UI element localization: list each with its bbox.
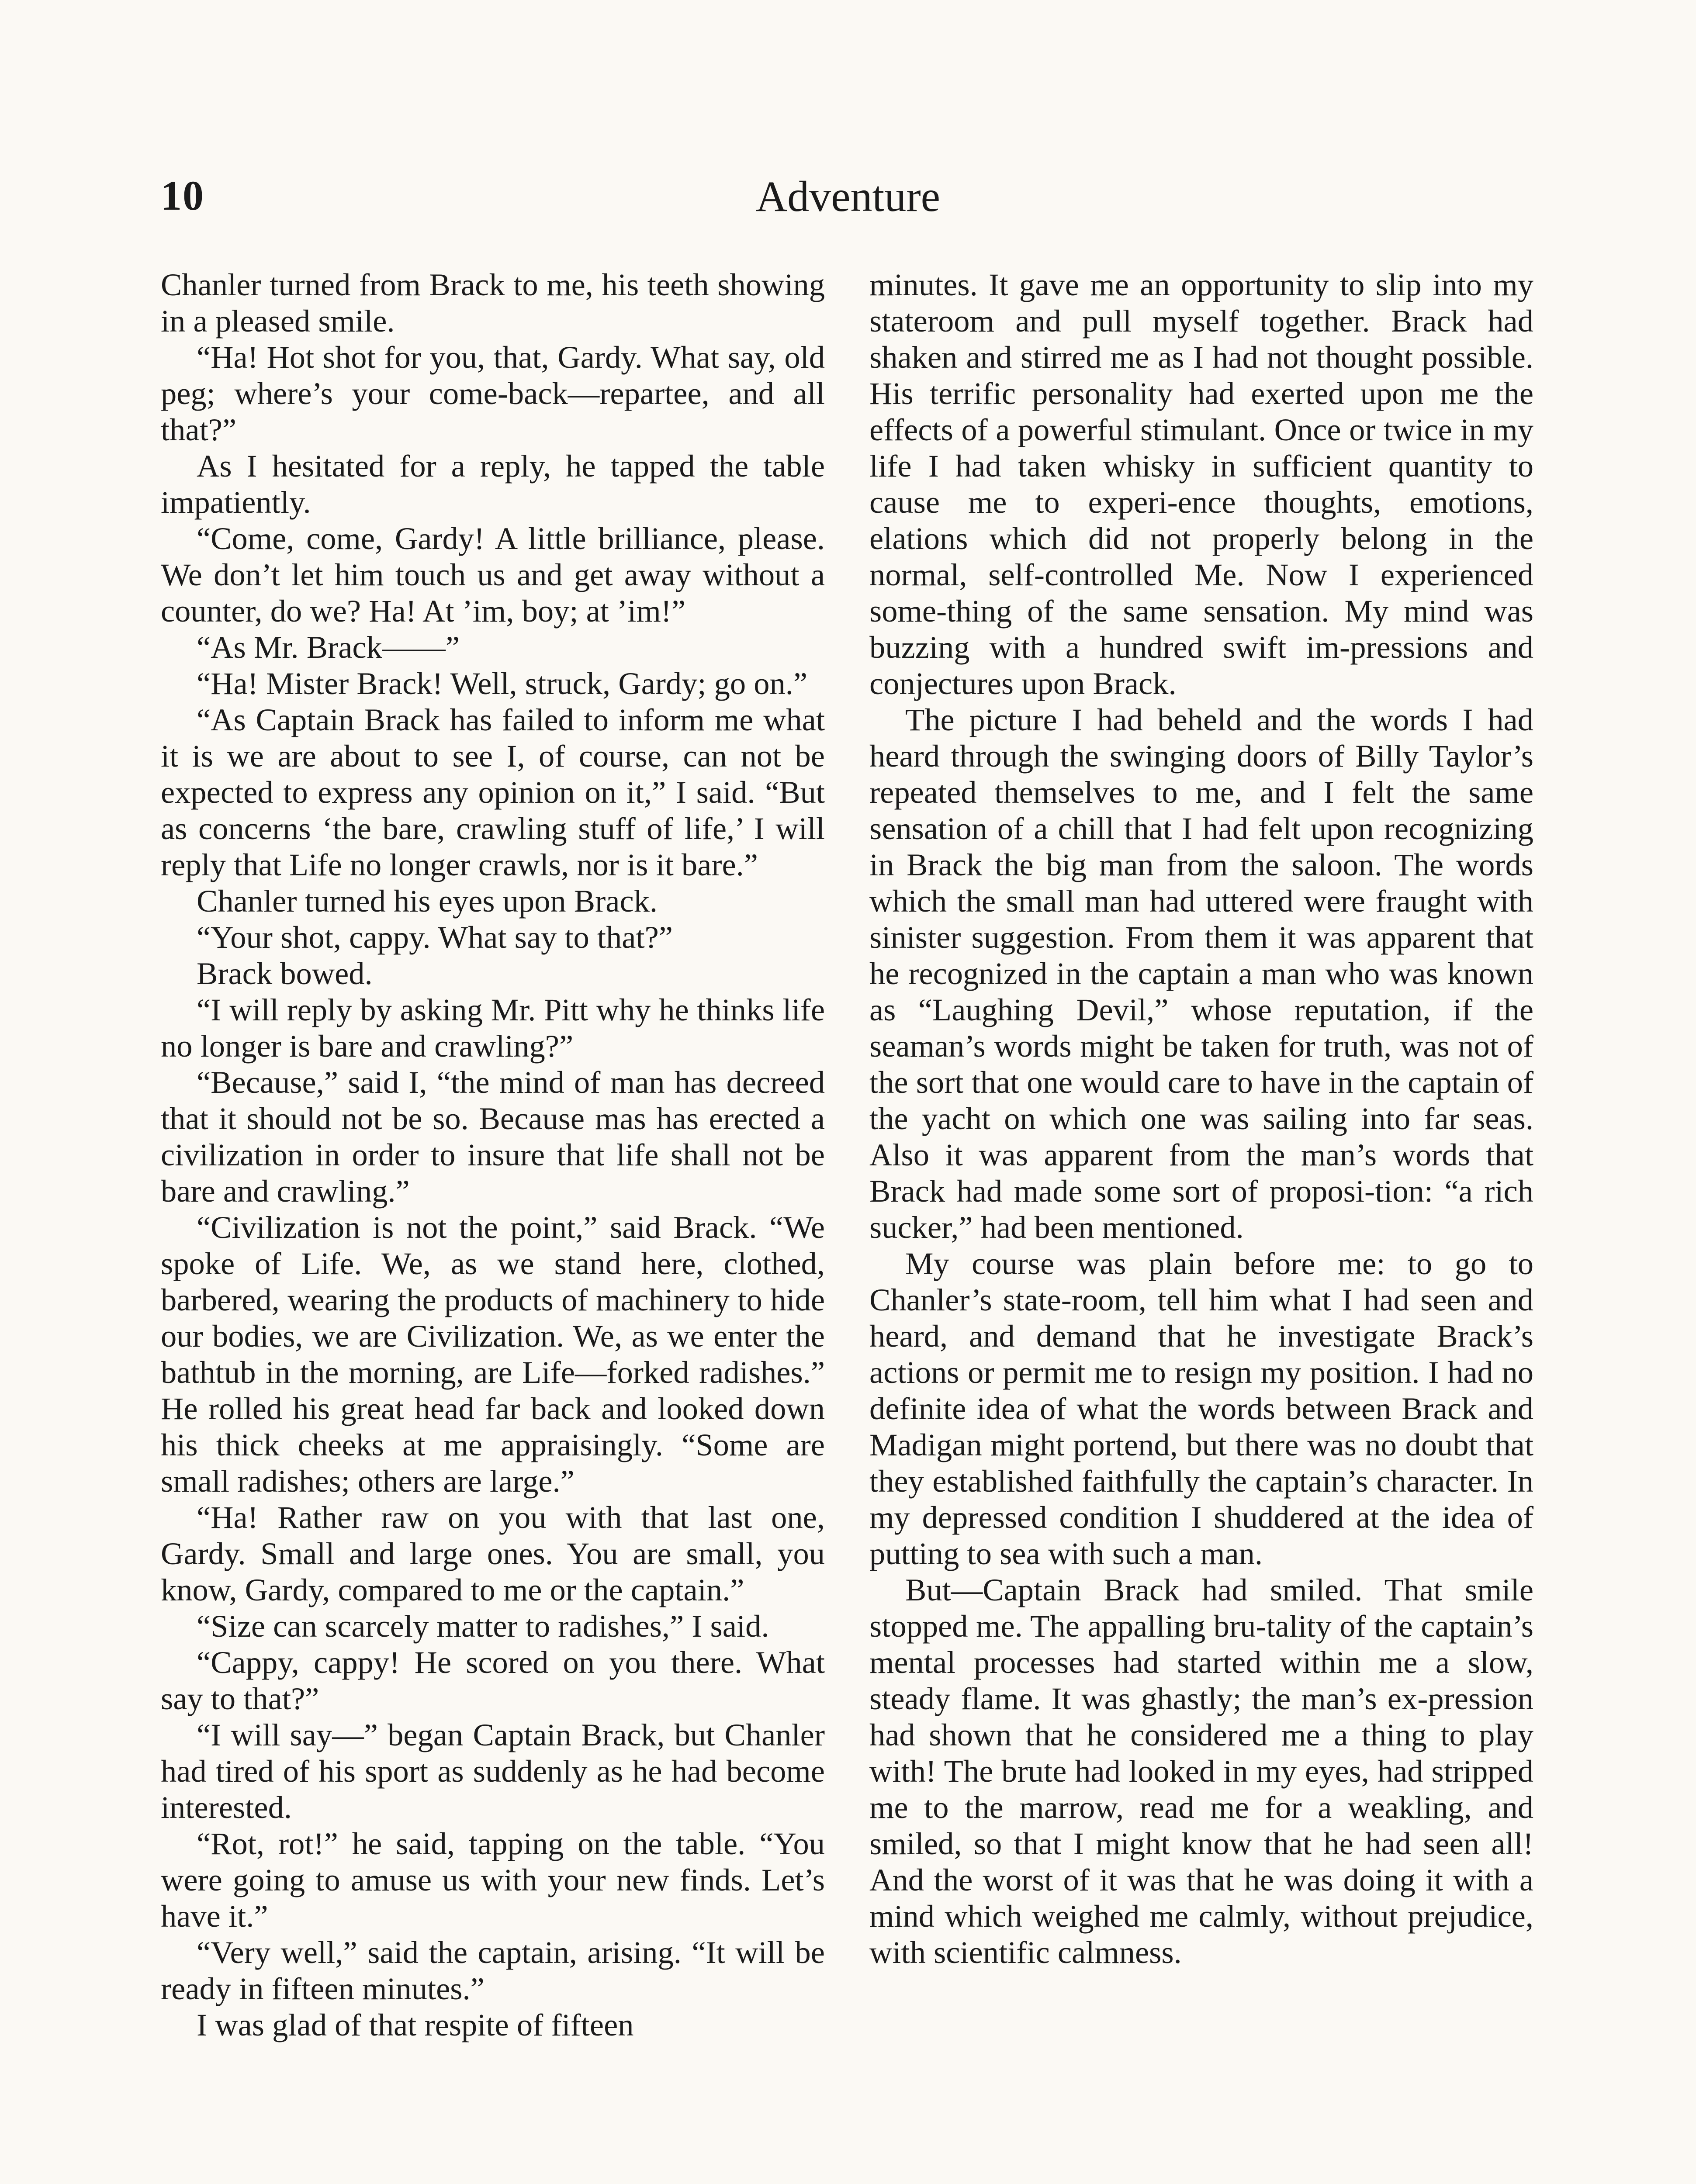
paragraph: Chanler turned his eyes upon Brack. (197, 883, 658, 919)
paragraph: “Very well,” said the captain, arising. “It will be ready in fifteen minutes.” (161, 1935, 825, 2006)
paragraph: “Cappy, cappy! He scored on you there. What say to that?” (161, 1645, 825, 1716)
right-column (869, 266, 1533, 1970)
left-column (161, 266, 825, 2043)
paragraph: “I will reply by asking Mr. Pitt why he thinks life no longer is bare and crawling?” (161, 992, 825, 1064)
paragraph: “Because,” said I, “the mind of man has decreed that it should not be so. Because mas has erected a civilization in order to insure that life shall not be bare and crawling.” (161, 1064, 825, 1209)
paragraph: “As Captain Brack has failed to inform me what it is we are about to see I, of course, can not be expected to express any opinion on it,” I said. “But as concerns ‘the bare, crawling stuff of life,’ I will reply that Life no longer crawls, nor is it bare.” (161, 702, 825, 882)
paragraph: “Come, come, Gardy! A little brilliance, please. We don’t let him touch us and get away without a counter, do we? Ha! At ’im, boy; at ’im!” (161, 521, 825, 629)
paragraph: The picture I had beheld and the words I had heard through the swinging doors of Billy Taylor’s repeated themselves to me, and I felt the same sensation of a chill that I had felt upon recognizing in Brack the big man from the saloon. The words which the small man had uttered were fraught with sinister suggestion. From them it was apparent that he recognized in the captain a man who was known as “Laughing Devil,” whose reputation, if the seaman’s words might be taken for truth, was not of the sort that one would care to have in the captain of the yacht on which one was sailing into far seas. Also it was apparent from the man’s words that Brack had made some sort of proposi-tion: “a rich sucker,” had been mentioned. (869, 702, 1533, 1245)
paragraph: “Rot, rot!” he said, tapping on the table. “You were going to amuse us with your new finds. Let’s have it.” (161, 1826, 825, 1934)
paragraph: As I hesitated for a reply, he tapped the table impatiently. (161, 448, 825, 520)
paragraph: “Ha! Hot shot for you, that, Gardy. What say, old peg; where’s your come-back—repartee, and all that?” (161, 339, 825, 447)
paragraph: “I will say—” began Captain Brack, but Chanler had tired of his sport as suddenly as he had become interested. (161, 1717, 825, 1825)
paragraph: “Your shot, cappy. What say to that?” (197, 919, 673, 955)
page-number: 10 (161, 172, 204, 219)
paragraph: “Ha! Rather raw on you with that last one, Gardy. Small and large ones. You are small, you know, Gardy, compared to me or the captain.” (161, 1500, 825, 1607)
paragraph: minutes. It gave me an opportunity to slip into my stateroom and pull myself together. Brack had shaken and stirred me as I had not thought possible. His terrific personality had exerted upon me the effects of a powerful stimulant. Once or twice in my life I had taken whisky in sufficient quantity to cause me to experi-ence thoughts, emotions, elations which did not properly belong in the normal, self-controlled Me. Now I experienced some-thing of the same sensation. My mind was buzzing with a hundred swift im-pressions and conjectures upon Brack. (869, 267, 1533, 701)
paragraph: “Ha! Mister Brack! Well, struck, Gardy; go on.” (197, 666, 808, 701)
paragraph: “As Mr. Brack——” (197, 629, 460, 665)
paragraph: Brack bowed. (197, 956, 373, 991)
paragraph: My course was plain before me: to go to Chanler’s state-room, tell him what I had seen and heard, and demand that he investigate Brack’s actions or permit me to resign my position. I had no definite idea of what the words between Brack and Madigan might portend, but there was no doubt that they established faithfully the captain’s character. In my depressed condition I shuddered at the idea of putting to sea with such a man. (869, 1246, 1533, 1571)
running-head: Adventure (755, 172, 941, 221)
paragraph: I was glad of that respite of fifteen (197, 2007, 634, 2042)
paragraph: Chanler turned from Brack to me, his teeth showing in a pleased smile. (161, 267, 825, 339)
paragraph: But—Captain Brack had smiled. That smile stopped me. The appalling bru-tality of the captain’s mental processes had started within me a slow, steady flame. It was ghastly; the man’s ex-pression had shown that he considered me a thing to play with! The brute had looked in my eyes, had stripped me to the marrow, read me for a weakling, and smiled, so that I might know that he had seen all! And the worst of it was that he was doing it with a mind which weighed me calmly, without prejudice, with scientific calmness. (869, 1572, 1533, 1970)
paragraph: “Size can scarcely matter to radishes,” I said. (197, 1608, 769, 1644)
paragraph: “Civilization is not the point,” said Brack. “We spoke of Life. We, as we stand here, clothed, barbered, wearing the products of machinery to hide our bodies, we are Civilization. We, as we enter the bathtub in the morning, are Life—forked radishes.” He rolled his great head far back and looked down his thick cheeks at me appraisingly. “Some are small radishes; others are large.” (161, 1209, 825, 1499)
